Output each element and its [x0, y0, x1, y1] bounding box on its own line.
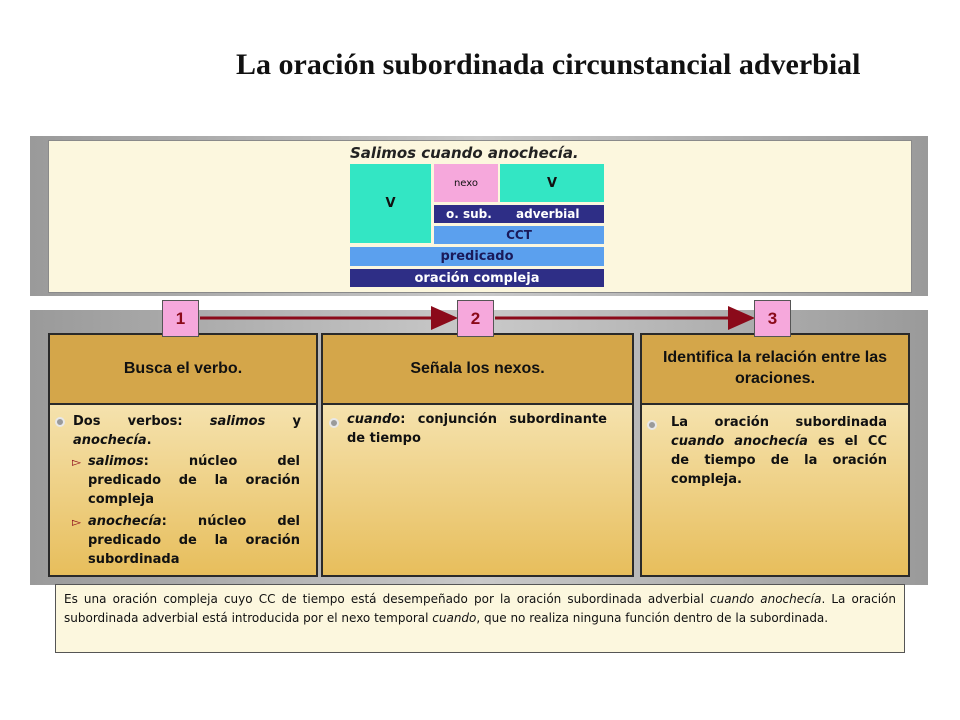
adverbial-label: adverbial	[516, 207, 580, 221]
step-1-badge: 1	[162, 300, 199, 337]
sub-bullet-arrow-icon: ▻	[72, 455, 82, 469]
sub-verb-box: V	[500, 164, 604, 202]
bullet-dot-icon	[55, 417, 65, 427]
step-2-heading: Señala los nexos.	[323, 335, 632, 405]
subordinate-clause-bar	[434, 205, 604, 223]
step-2-bullet: cuando: conjunción subordinante de tiempo	[347, 412, 607, 446]
bullet-dot-icon	[329, 418, 339, 428]
step-2-badge: 2	[457, 300, 494, 337]
example-sentence: Salimos cuando anochecía.	[350, 144, 579, 162]
page-title: La oración subordinada circunstancial adverbial	[236, 48, 861, 81]
cct-bar: CCT	[434, 226, 604, 244]
summary-box: Es una oración compleja cuyo CC de tiempo está desempeñado por la oración subordinada adverbial cuando anochecía. La oración subordinada adverbial está introducida por el nexo temporal cuando, que no realiza ninguna función dentro de la subordinada.	[55, 584, 905, 653]
step-card-2	[321, 333, 634, 577]
bullet-dot-icon	[647, 420, 657, 430]
complex-sentence-bar: oración compleja	[350, 269, 604, 287]
nexo-box: nexo	[434, 164, 498, 202]
step-3-heading: Identifica la relación entre las oraciones.	[642, 335, 908, 405]
step-1-sub-bullet-2: anochecía: núcleo del predicado de la oración subordinada	[88, 514, 300, 567]
predicate-bar: predicado	[350, 247, 604, 266]
step-3-bullet: La oración subordinada cuando anochecía es el CC de tiempo de la oración compleja.	[671, 415, 887, 487]
step-1-bullet: Dos verbos: salimos y anochecía.	[73, 414, 301, 448]
step-3-badge: 3	[754, 300, 791, 337]
step-1-sub-bullet-1: salimos: núcleo del predicado de la oración compleja	[88, 454, 300, 507]
osub-label: o. sub.	[446, 207, 492, 221]
main-verb-box: V	[350, 164, 431, 243]
step-1-heading: Busca el verbo.	[50, 335, 316, 405]
sub-bullet-arrow-icon: ▻	[72, 515, 82, 529]
